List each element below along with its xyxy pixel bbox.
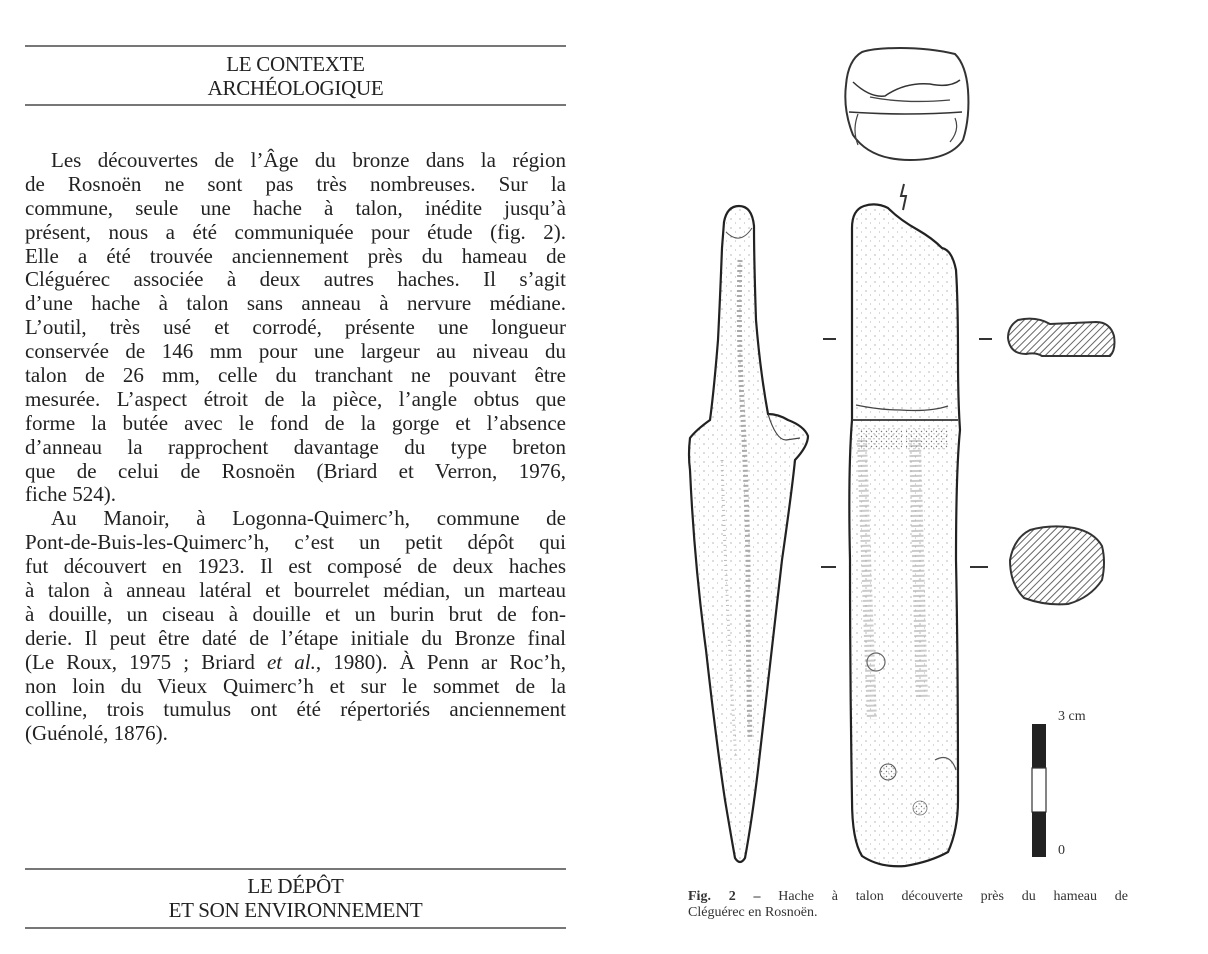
caption-line: [688, 889, 1128, 905]
text-line: talon de 26 mm, celle du tranchant ne pouvant être: [25, 363, 566, 388]
text-line: d’une hache à talon sans anneau à nervure médiane.: [25, 291, 566, 316]
text-line: Cléguérec associée à deux autres haches. Il s’agit: [25, 267, 566, 292]
text-line: conservée de 146 mm pour une largeur au niveau du: [25, 339, 566, 364]
cross-section-upper: [1008, 319, 1115, 356]
text-line: à douille, un ciseau à douille et un burin brut de fon-: [25, 601, 566, 626]
text-line: derie. Il peut être daté de l’étape initiale du Bronze final: [25, 625, 566, 650]
body-paragraphs: [25, 149, 566, 746]
axe-front-face: [849, 204, 960, 866]
text-line: commune, seule une hache à talon, inédite jusqu’à: [25, 195, 566, 220]
heading-rule-bottom: [25, 927, 566, 929]
text-line: fut découvert en 1923. Il est composé de deux haches: [25, 554, 566, 579]
heading-rule-top: [25, 868, 566, 870]
text-line: colline, trois tumulus ont été répertoriés anciennement: [25, 697, 566, 722]
figure-caption: [688, 889, 1128, 921]
scale-label-bottom: 0: [1058, 843, 1065, 858]
text-line: à talon à anneau latéral et bourrelet médian, un marteau: [25, 578, 566, 603]
text-line: que de celui de Rosnoën (Briard et Verron, 1976,: [25, 458, 566, 483]
heading-line: ARCHÉOLOGIQUE: [207, 76, 384, 100]
text-line: forme la butée avec le fond de la gorge et l’absence: [25, 410, 566, 435]
view-marker-icon: [901, 184, 906, 210]
text-line: Les découvertes de l’Âge du bronze dans la région: [51, 148, 566, 172]
text-segment: , 1980). À Penn ar Roc’h,: [315, 649, 566, 674]
text-line: Au Manoir, à Logonna-Quimerc’h, commune de: [51, 506, 566, 531]
text-line: fiche 524).: [25, 482, 116, 507]
text-line: L’outil, très usé et corrodé, présente une longueur: [25, 315, 566, 340]
text-line-with-citation: [25, 651, 566, 675]
text-segment: (Le Roux, 1975 ; Briard: [25, 649, 267, 674]
text-line: d’anneau la rapprochent davantage du type breton: [25, 434, 566, 459]
section-heading-contexte: [25, 52, 566, 100]
text-line: Elle a été trouvée anciennement près du hameau de: [25, 243, 566, 268]
scale-bar: [1032, 724, 1046, 857]
text-line: de Rosnoën ne sont pas très nombreuses. Sur la: [25, 171, 566, 196]
scale-label-top: 3 cm: [1058, 709, 1086, 724]
caption-label: Fig. 2 –: [688, 889, 761, 904]
text-line: (Guénolé, 1876).: [25, 721, 168, 746]
text-line: non loin du Vieux Quimerc’h et sur le sommet de la: [25, 673, 566, 698]
caption-line: Cléguérec en Rosnoën.: [688, 905, 818, 920]
heading-line: LE DÉPÔT: [247, 874, 344, 898]
text-line: présent, nous a été communiquée pour étude (fig. 2).: [25, 219, 566, 244]
heading-rule-bottom: [25, 104, 566, 106]
heading-line: LE CONTEXTE: [226, 52, 365, 76]
heading-line: ET SON ENVIRONNEMENT: [168, 898, 423, 922]
text-line: Pont-de-Buis-les-Quimerc’h, c’est un petit dépôt qui: [25, 530, 566, 555]
axe-drawing-figure: [680, 40, 1150, 880]
italic-et-al: et al.: [266, 649, 316, 674]
axe-top-view: [845, 48, 968, 160]
axe-side-profile: [689, 206, 808, 862]
heading-rule-top: [25, 45, 566, 47]
section-heading-depot: [25, 874, 566, 922]
caption-text: Hache à talon découverte près du hameau de: [760, 889, 1128, 904]
text-line: mesurée. L’aspect étroit de la pièce, l’angle obtus que: [25, 386, 566, 411]
cross-section-lower: [1010, 526, 1104, 604]
